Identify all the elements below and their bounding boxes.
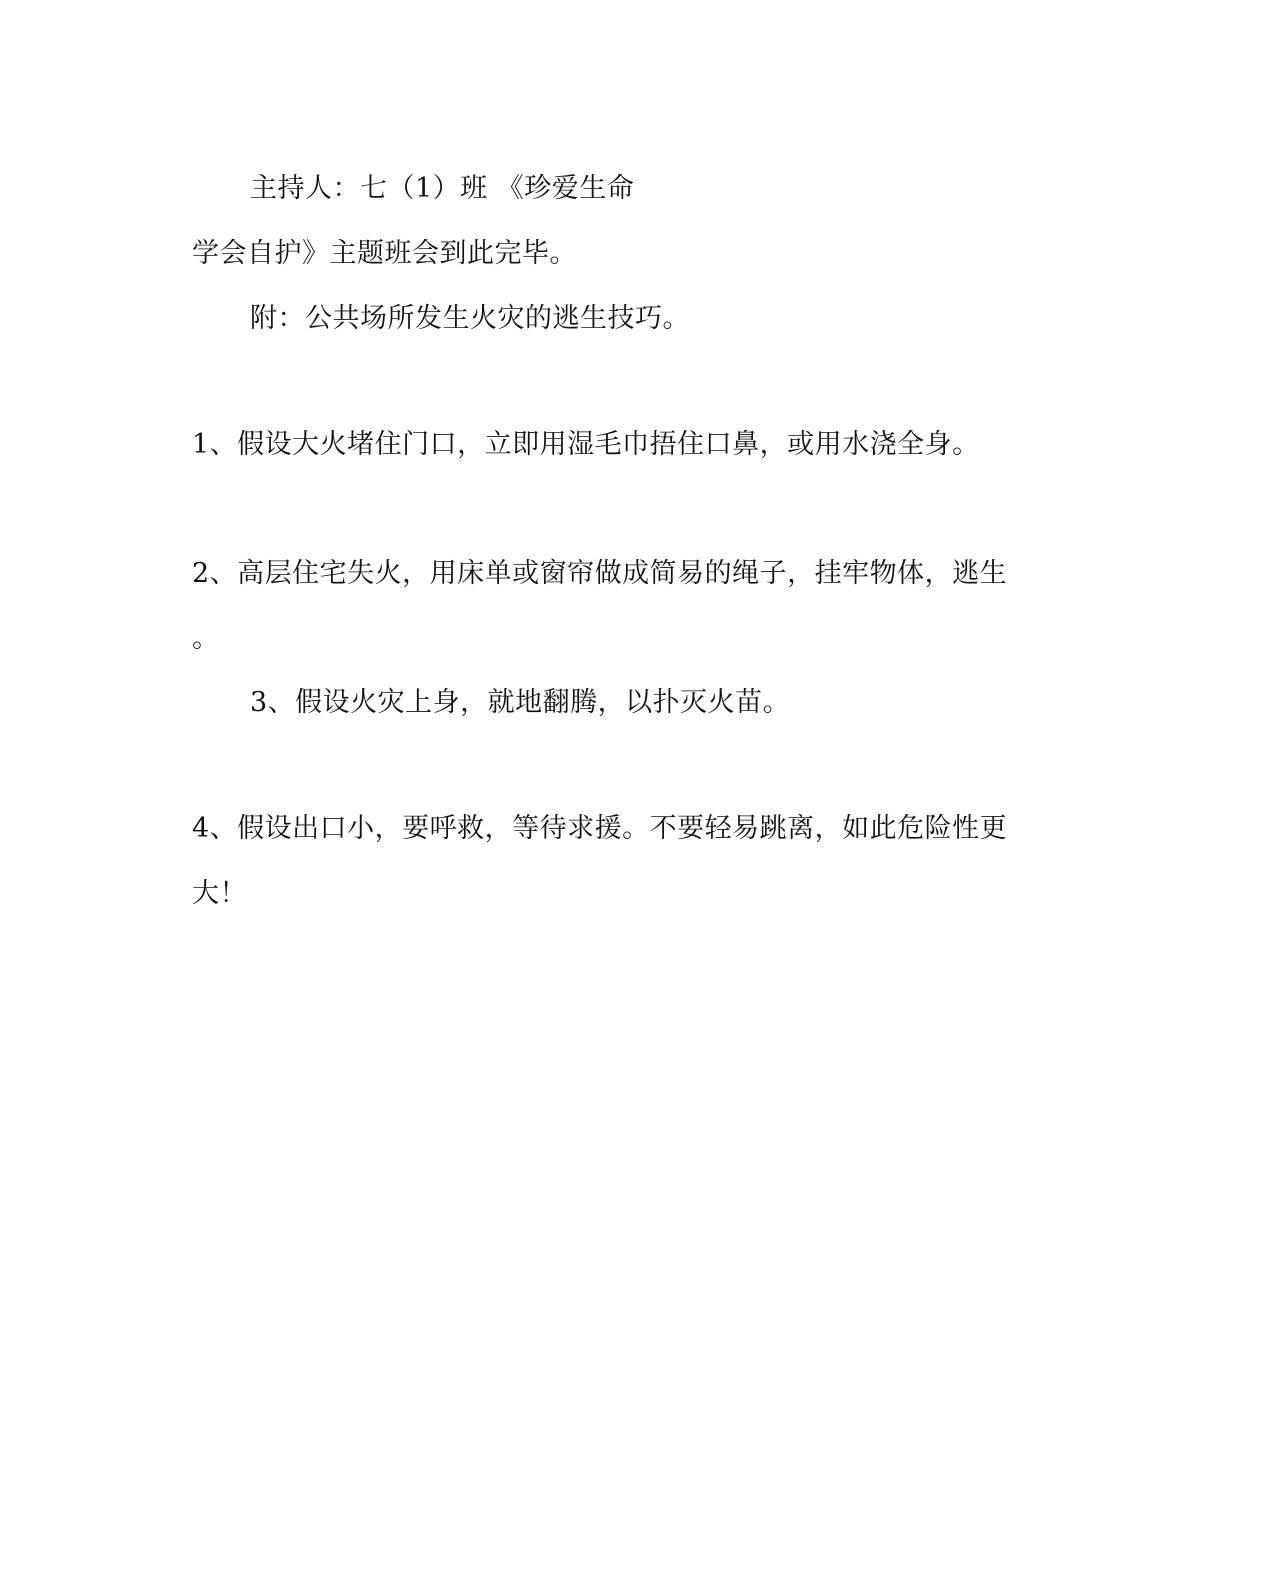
tip-item-3: 3、假设火灾上身，就地翻腾，以扑灭火苗。 [250,687,791,718]
tip-item-1: 1、假设大火堵住门口，立即用湿毛巾捂住口鼻，或用水浇全身。 [192,429,980,460]
tip-item-4-continued: 大！ [192,878,247,909]
host-closing-line-continued: 学会自护》主题班会到此完毕。 [192,238,577,269]
tip-item-4: 4、假设出口小，要呼救，等待求援。不要轻易跳离，如此危险性更 [192,813,1008,844]
host-closing-line: 主持人：七（1）班 《珍爱生命 [250,173,635,204]
tip-item-2: 2、高层住宅失火，用床单或窗帘做成简易的绳子，挂牢物体，逃生 [192,558,1008,589]
appendix-heading: 附：公共场所发生火灾的逃生技巧。 [250,303,690,334]
tip-item-2-continued: 。 [192,623,220,654]
